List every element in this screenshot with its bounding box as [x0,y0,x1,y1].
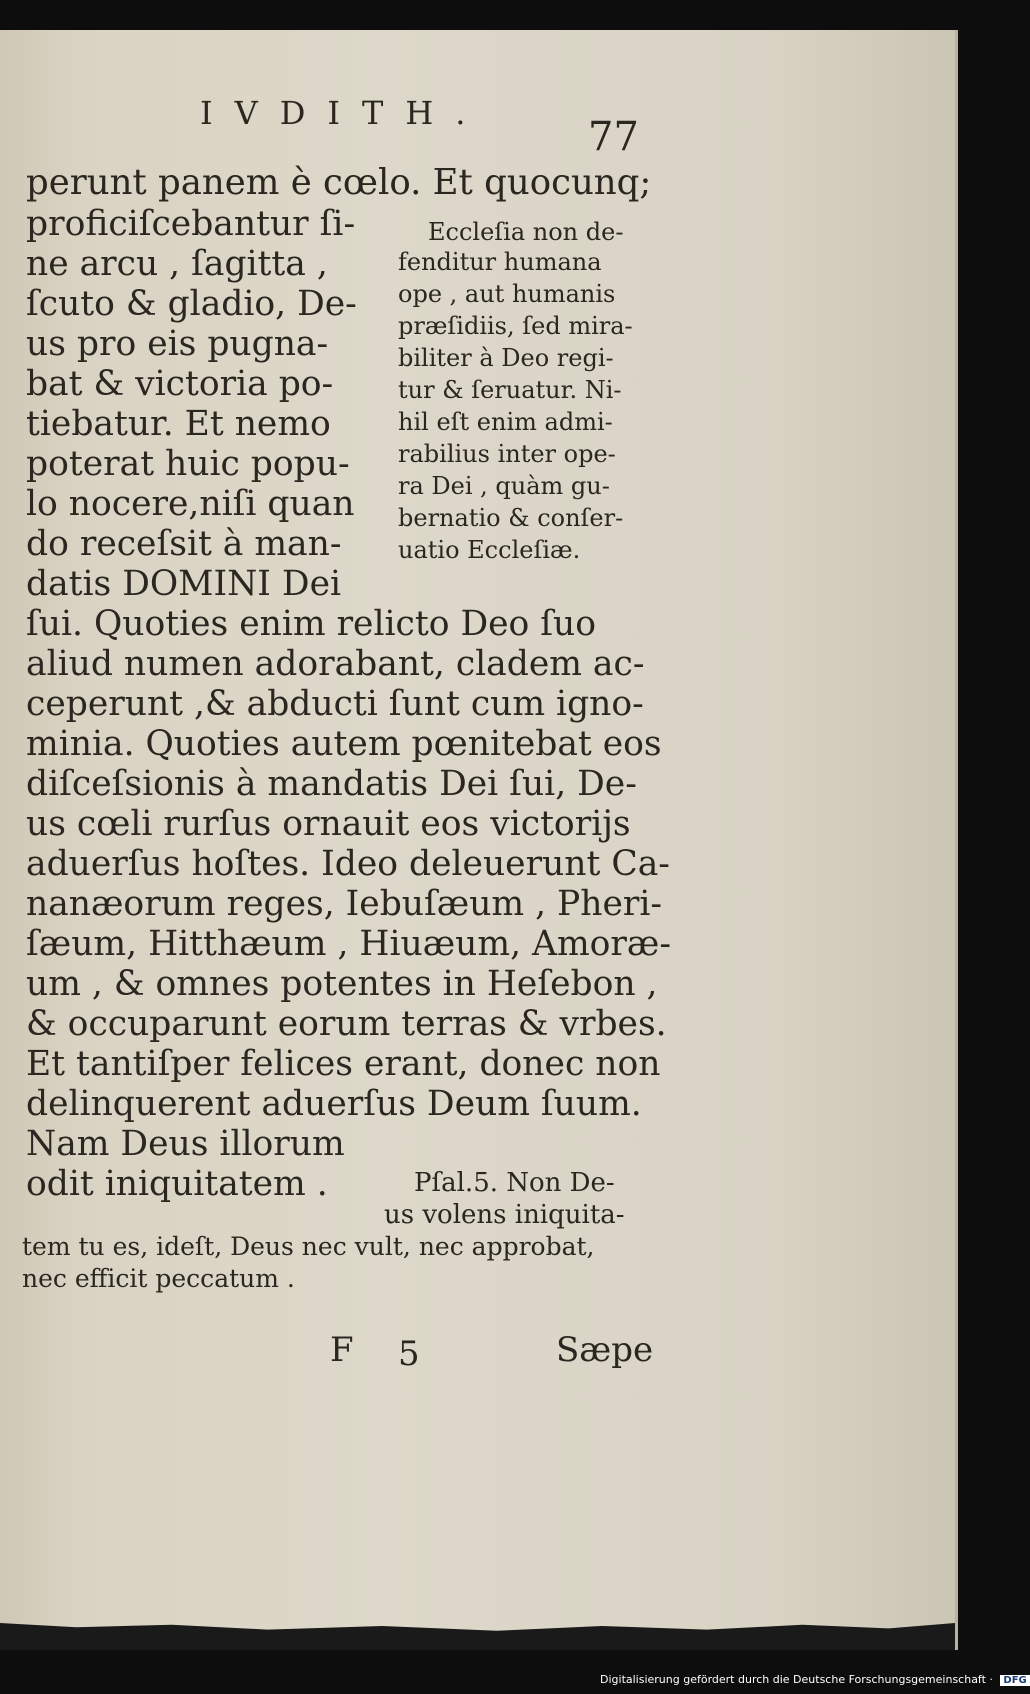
sidenote-line: fenditur humana [398,248,602,276]
text-line: us pro eis pugna- [26,324,329,364]
sidenote-line: ra Dei , quàm gu- [398,472,610,500]
sidenote-line: hil eſt enim admi- [398,408,613,436]
sidenote-line: bernatio & conſer- [398,504,624,532]
text-line: perunt panem è cœlo. Et quocunq; [26,162,652,203]
sidenote-line: præſidiis, ſed mira- [398,312,633,340]
text-line: bat & victoria po- [26,364,334,404]
sidenote-line: uatio Eccleſiæ. [398,536,581,564]
sidenote-line: us volens iniquita- [384,1200,625,1230]
text-line: Nam Deus illorum [26,1124,345,1164]
page-number: 77 [588,114,639,160]
text-line: um , & omnes potentes in Heſebon , [26,964,658,1004]
text-line: ceperunt ,& abducti ſunt cum igno- [26,684,644,724]
credit-text: Digitalisierung gefördert durch die Deutsche Forschungsgemeinschaft · [600,1673,993,1686]
text-line: nanæorum reges, Iebuſæum , Pheri- [26,884,663,924]
text-line: odit iniquitatem . [26,1164,328,1204]
text-line: minia. Quoties autem pœnitebat eos [26,724,662,764]
text-line: Et tantiſper felices erant, donec non [26,1044,661,1084]
digitization-credit [600,1673,1030,1686]
text-line: ſui. Quoties enim relicto Deo ſuo [26,604,597,644]
footnote-line: tem tu es, ideſt, Deus nec vult, nec approbat, [22,1232,595,1261]
text-line: & occuparunt eorum terras & vrbes. [26,1004,667,1044]
sidenote-line: biliter à Deo regi- [398,344,614,372]
text-line: poterat huic popu- [26,444,350,484]
sidenote-line: ope , aut humanis [398,280,616,308]
book-page [0,30,958,1650]
sidenote-line: Pſal.5. Non De- [414,1168,615,1198]
text-line: proficiſcebantur ſi- [26,204,356,244]
sidenote-line: rabilius inter ope- [398,440,616,468]
text-line: do receſsit à man- [26,524,342,564]
text-line: aduerſus hoſtes. Ideo deleuerunt Ca- [26,844,670,884]
catchword: Sæpe [556,1330,654,1370]
text-line: aliud numen adorabant, cladem ac- [26,644,645,684]
signature-number: 5 [398,1334,420,1374]
text-line: diſceſsionis à mandatis Dei ſui, De- [26,764,637,804]
dfg-logo: DFG [1000,1675,1029,1686]
text-line: lo nocere,niſi quan [26,484,355,524]
text-line: delinquerent aduerſus Deum ſuum. [26,1084,642,1124]
text-line: ne arcu , ſagitta , [26,244,328,284]
text-line: tiebatur. Et nemo [26,404,331,444]
text-line: ſcuto & gladio, De- [26,284,357,324]
footnote-line: nec efficit peccatum . [22,1264,295,1293]
sidenote-line: Eccleſia non de- [428,218,624,246]
text-line: us cœli rurſus ornauit eos victorijs [26,804,631,844]
sidenote-line: tur & ſeruatur. Ni- [398,376,622,404]
signature-mark: F [330,1330,354,1370]
text-line: ſæum, Hitthæum , Hiuæum, Amoræ- [26,924,672,964]
running-title: IVDITH. [200,94,488,132]
text-line: datis DOMINI Dei [26,564,342,604]
